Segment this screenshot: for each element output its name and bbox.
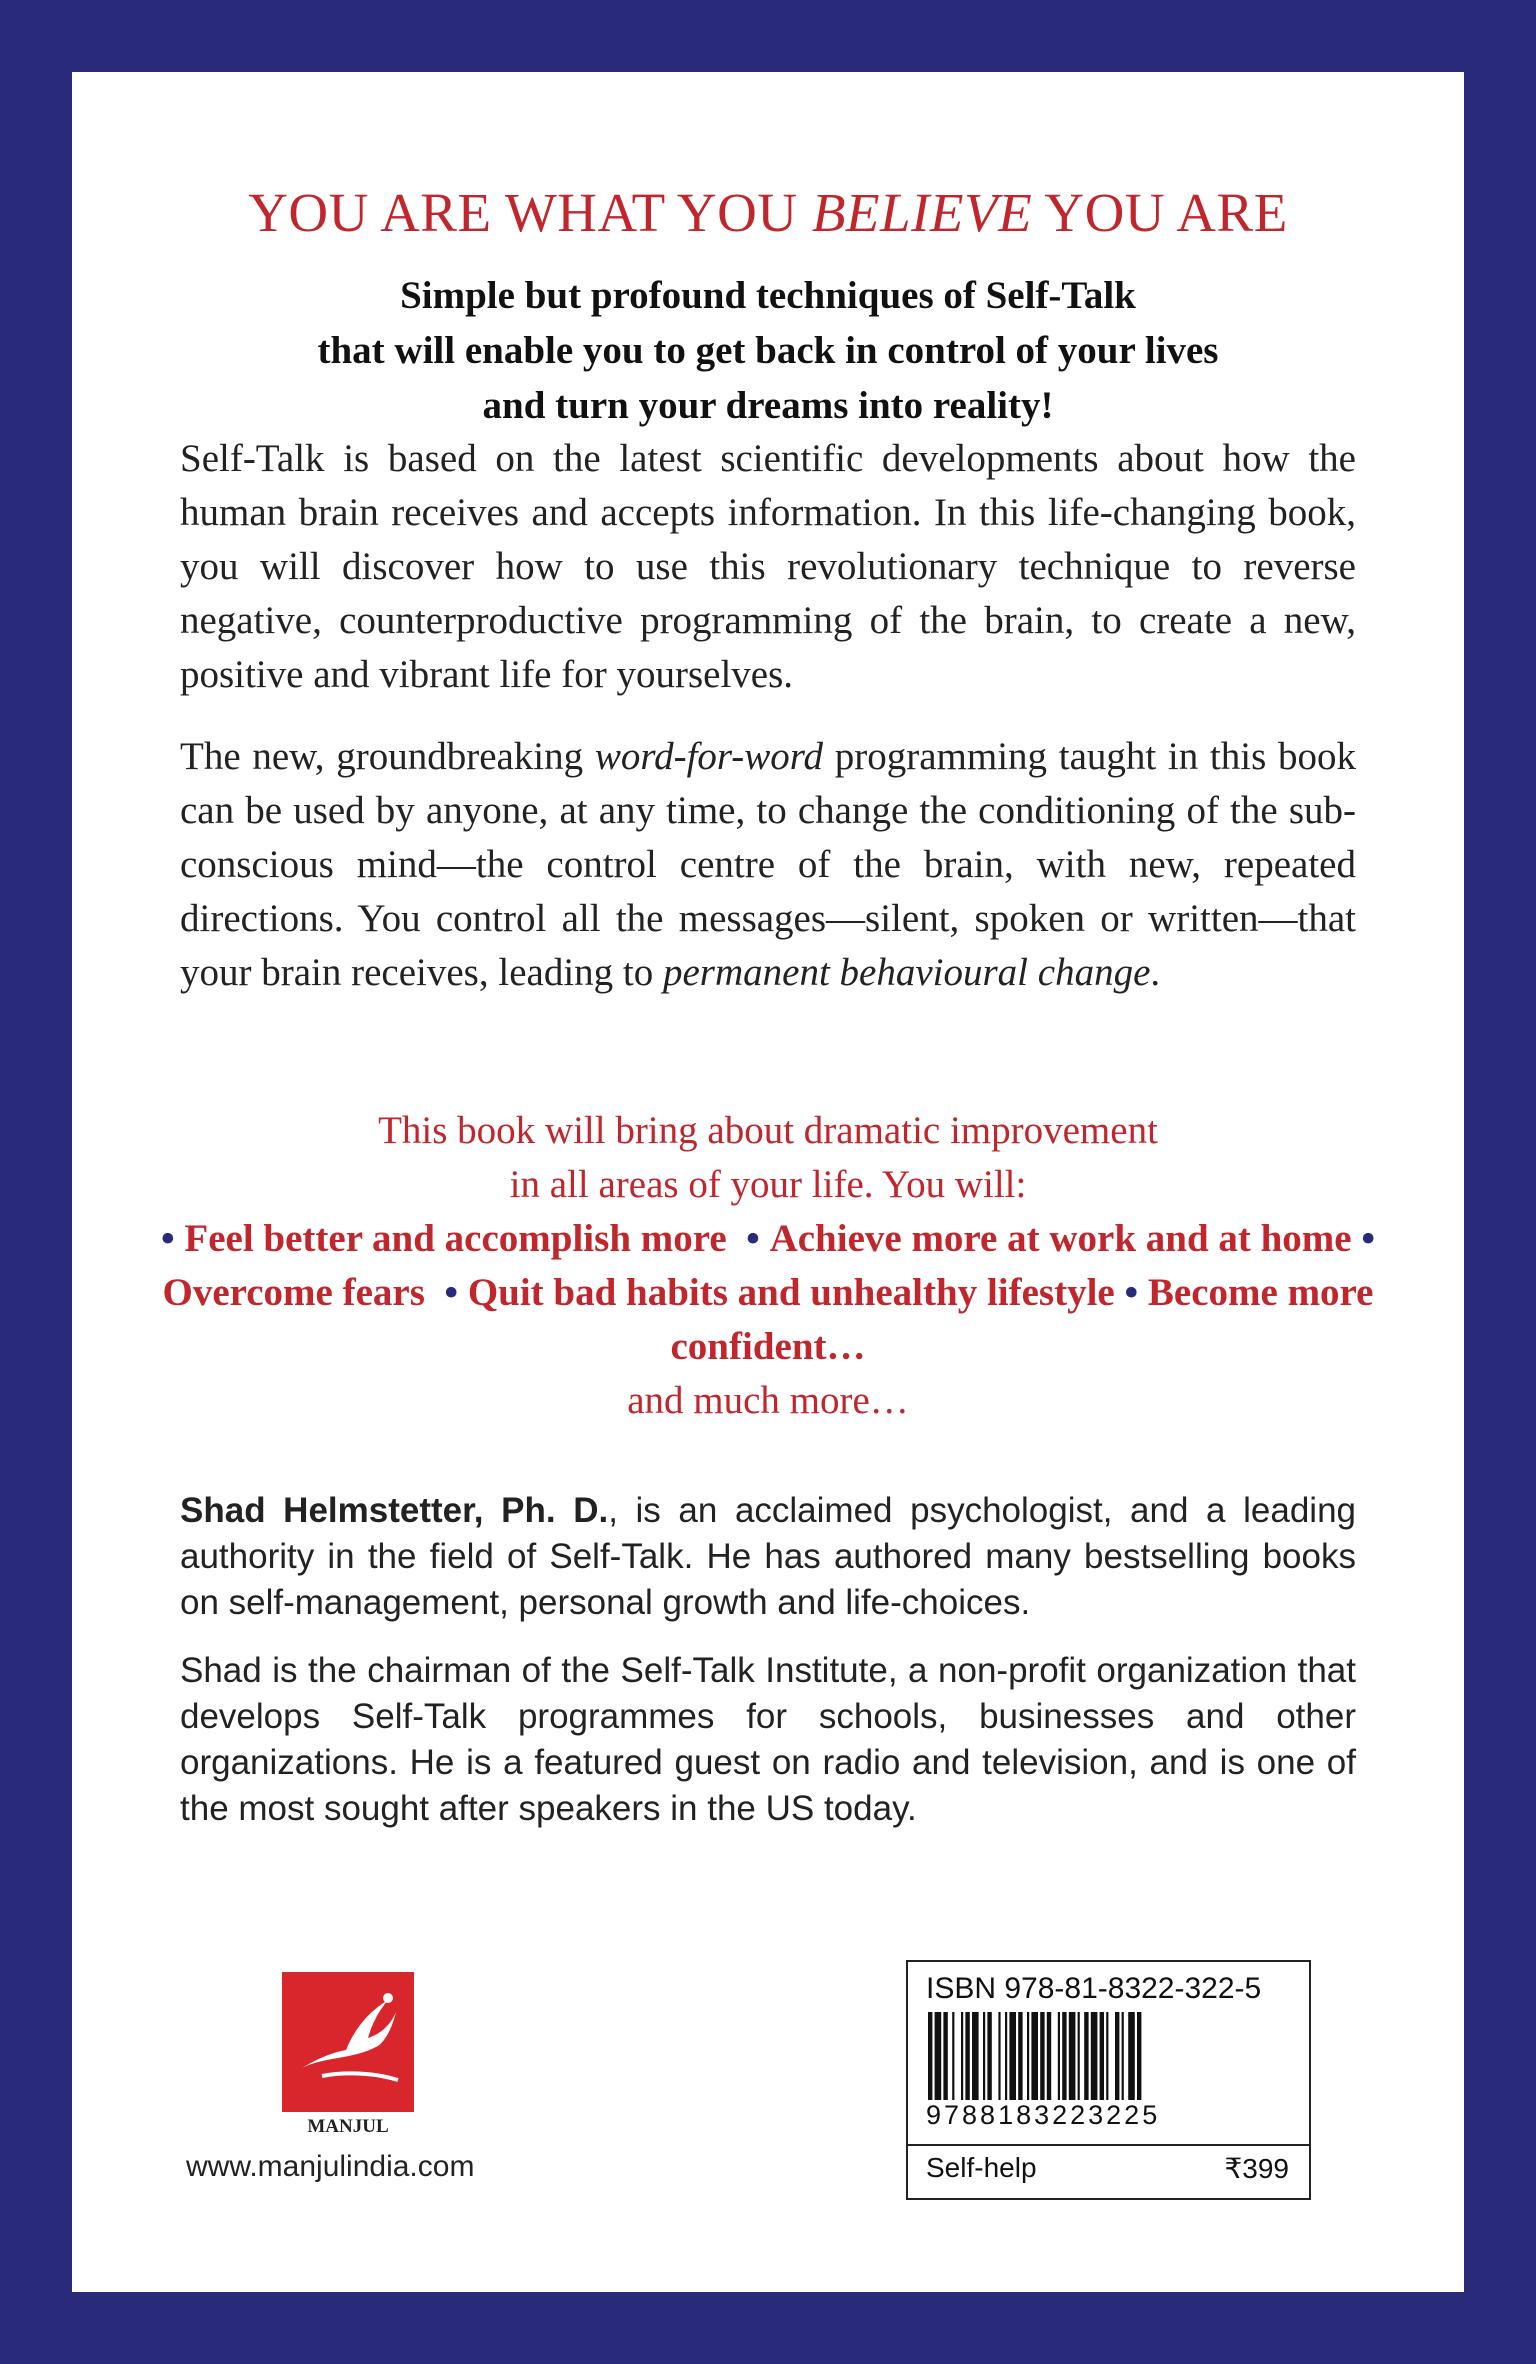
author-bio-2: Shad is the chairman of the Self-Talk Institute, a non-profit organization that develops Self-Talk programmes for schools, businesses and other organizations. He is a featured guest on radio and television, and is one of the most sought after speakers in the US today.: [180, 1651, 1356, 1828]
manjul-logo-icon: [282, 1972, 414, 2112]
subheadline: [72, 268, 1464, 433]
headline: [72, 180, 1464, 246]
subheadline-line-2: that will enable you to get back in control of your lives: [317, 329, 1219, 372]
author-bio-1: [180, 1488, 1356, 1626]
bullet-icon: •: [746, 1217, 760, 1260]
author-name: Shad Helmstetter, Ph. D.: [180, 1491, 609, 1530]
paragraph2-text-2: programming taught in this book can be used by anyone, at any time, to change the conditioning of the sub-conscious mind—the control centre of the brain, with new, repeated directions. You control all the messages—silent, spoken or written—that your brain receives, leading to: [180, 735, 1356, 994]
paragraph2-emphasis-2: permanent behavioural change: [663, 951, 1151, 994]
headline-text-2: YOU ARE: [1032, 182, 1288, 243]
publisher-website: www.manjulindia.com: [186, 2150, 475, 2183]
isbn-box: [906, 1960, 1311, 2200]
barcode-number: 9788183223225: [926, 2100, 1161, 2130]
paragraph2-text-3: .: [1150, 951, 1161, 994]
author-bio-text: , is an acclaimed psychologist, and a leading authority in the field of Self-Talk. He has authored many bestselling books on self-management, personal growth and life-choices.: [180, 1491, 1356, 1622]
headline-text-1: YOU ARE WHAT YOU: [248, 182, 812, 243]
promo-item: Become more confident…: [670, 1271, 1374, 1368]
bullet-icon: •: [444, 1271, 459, 1314]
category-label: Self-help: [926, 2152, 1037, 2183]
promo-item: Achieve more at work and at home: [769, 1217, 1352, 1260]
bullet-icon: •: [1361, 1217, 1376, 1260]
promo-block: [132, 1104, 1404, 1428]
promo-intro-line-1: This book will bring about dramatic improvement: [378, 1109, 1158, 1152]
promo-item: Feel better and accomplish more: [184, 1217, 727, 1260]
description-paragraph-1: Self-Talk is based on the latest scientific developments about how the human brain receives and accepts information. In this life-changing book, you will discover how to use this revolutionary technique to reverse negative, counterproductive programming of the brain, to create a new, positive and vibrant life for yourselves.: [180, 437, 1356, 696]
subheadline-line-3: and turn your dreams into reality!: [482, 384, 1054, 427]
paragraph2-emphasis-1: word-for-word: [594, 735, 824, 778]
barcode-icon: [924, 2012, 1294, 2104]
description-paragraph-2: [180, 730, 1356, 1000]
bullet-icon: •: [1124, 1271, 1139, 1314]
bullet-icon: •: [160, 1217, 175, 1260]
isbn-divider: [908, 2144, 1309, 2146]
promo-outro: and much more…: [627, 1379, 909, 1422]
promo-intro-line-2: in all areas of your life. You will:: [509, 1163, 1027, 1206]
promo-item: Quit bad habits and unhealthy lifestyle: [467, 1271, 1115, 1314]
back-cover: [72, 72, 1464, 2292]
paragraph2-text-1: The new, groundbreaking: [180, 735, 595, 778]
subheadline-line-1: Simple but profound techniques of Self-Talk: [400, 274, 1136, 317]
isbn-label: ISBN 978-81-8322-322-5: [926, 1972, 1262, 2005]
price-label: ₹399: [1224, 2153, 1289, 2184]
promo-item: Overcome fears: [162, 1271, 425, 1314]
publisher-name: MANJUL: [307, 2116, 389, 2137]
headline-emphasis: BELIEVE: [811, 182, 1033, 243]
promo-bullets-line-1: [132, 1212, 1404, 1374]
